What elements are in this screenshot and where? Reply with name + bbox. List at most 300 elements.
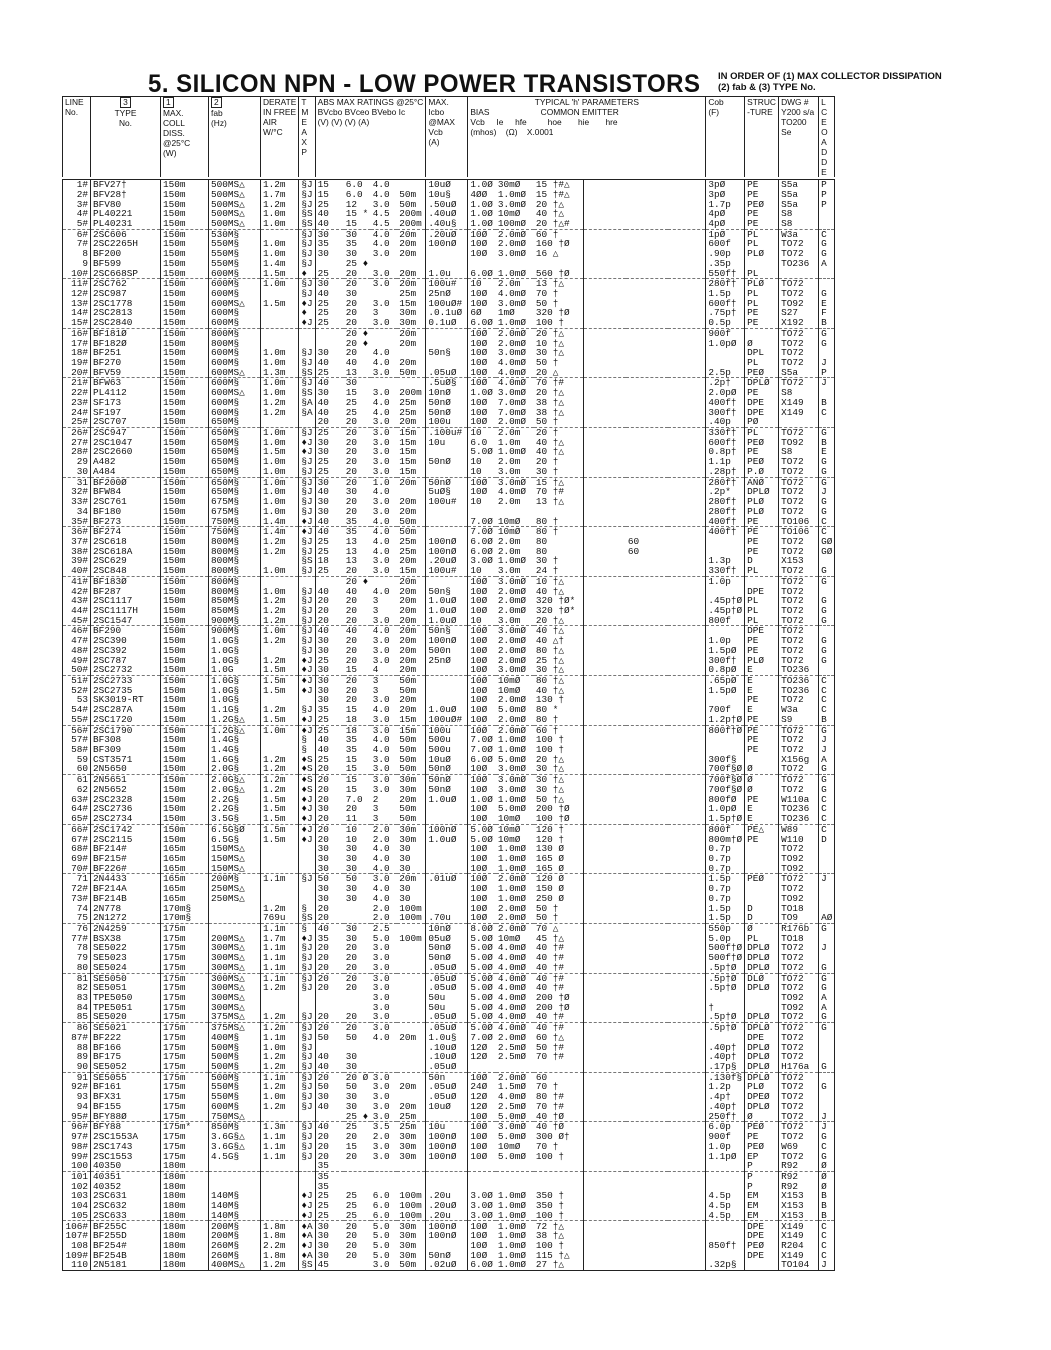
cell-ic: 20m: [397, 279, 426, 289]
cell-dwg: TO72: [779, 884, 819, 894]
cell-type-no: 40351: [91, 1171, 161, 1181]
cell-dwg: R92: [779, 1161, 819, 1171]
cell-cob: [706, 537, 745, 547]
cell-hoe: [584, 1142, 626, 1152]
cell-bvcbo: 20: [315, 417, 344, 427]
cell-bvceo: 30: [345, 923, 357, 934]
cell-temp-code: §J: [299, 596, 315, 606]
cell-hfe: 120 Ø: [534, 874, 584, 884]
col-fab-header: 2 fab (Hz): [209, 97, 261, 178]
cell-hfe: 100 †: [534, 1241, 584, 1251]
cell-line-no: 93: [63, 1092, 91, 1102]
cell-ie: 4.0mØ: [497, 1022, 526, 1033]
cell-temp-code: ♦A: [299, 1221, 315, 1231]
cell-fab: 550M§: [209, 1082, 261, 1092]
cell-temp-code: §J: [299, 348, 315, 358]
cell-hre: [668, 1191, 706, 1201]
cell-structure: EM: [745, 1191, 779, 1201]
cell-dwg: TO72: [779, 1112, 819, 1122]
cell-type-no: BFY88Ø: [91, 1112, 161, 1122]
cell-temp-code: §J: [299, 259, 315, 269]
cell-ie: 1.0mØ: [497, 1220, 526, 1232]
cell-hie: [626, 497, 668, 507]
cell-icbo: 100u#: [426, 497, 468, 507]
cell-temp-code: §: [299, 923, 315, 933]
cell-dwg: TO92: [779, 894, 819, 904]
cell-hfe: [534, 1171, 584, 1181]
cell-temp-code: §J: [299, 547, 315, 557]
cell-derate: [261, 864, 299, 874]
cell-bvebo: 3.0: [372, 278, 390, 289]
cell-ic: 15m: [397, 447, 426, 457]
cell-ie: 3.0mØ: [497, 576, 526, 587]
cell-type-no: A484: [91, 467, 161, 477]
cell-lc: C: [819, 1241, 835, 1251]
cell-bvceo: 30: [345, 229, 357, 240]
cell-bvcbo: 30: [317, 675, 329, 686]
cell-ie: 2.0mØ: [497, 239, 526, 250]
cell-fab: 3.6G§△: [209, 1132, 261, 1142]
cell-hoe: [584, 467, 626, 477]
cell-hoe: [584, 764, 626, 774]
cell-type-no: 2N5651: [91, 775, 161, 785]
cell-hie: [626, 180, 668, 190]
cell-type-no: 2N1272: [91, 913, 161, 923]
cell-temp-code: §J: [299, 427, 315, 437]
cell-coll-diss: 150m: [161, 427, 209, 437]
cell-hre: [668, 616, 706, 626]
cell-hie: [626, 616, 668, 626]
cell-lc: J: [819, 378, 835, 388]
cell-temp-code: §S: [299, 556, 315, 566]
cell-bvceo: 20 ♦: [345, 328, 369, 339]
cell-bvebo: 3.0: [372, 199, 390, 210]
cell-lc: B: [819, 318, 835, 328]
cell-bvcbo: 35: [315, 1161, 344, 1171]
cell-icbo: 50nØ: [426, 457, 468, 467]
cell-bvebo: [371, 259, 398, 269]
cell-structure: E: [745, 675, 779, 685]
cell-type-no: 2SC1553: [91, 1151, 161, 1161]
cell-line-no: 65#: [63, 814, 91, 824]
cell-hre: [668, 190, 706, 200]
cell-icbo: [426, 894, 468, 904]
cell-line-no: 31: [63, 477, 91, 487]
cell-vcb: 1.0Ø: [468, 219, 496, 229]
cell-bvebo: 3.0: [372, 754, 390, 765]
cell-hre: [668, 209, 706, 219]
cell-temp-code: §J: [299, 1012, 315, 1022]
cell-lc: G: [819, 457, 835, 467]
table-row: [63, 229, 835, 239]
cell-line-no: 53: [63, 695, 91, 705]
cell-bvcbo: 30: [317, 447, 329, 458]
cell-hie: [626, 656, 668, 666]
cell-icbo: 50nØ: [426, 953, 468, 963]
cell-type-no: BF175: [91, 1052, 161, 1062]
cell-hfe: 40 †△: [534, 209, 584, 219]
cell-bvcbo: 30: [317, 645, 329, 656]
cell-hie: [626, 1033, 668, 1043]
cell-coll-diss: 175m*: [161, 1122, 209, 1132]
cell-bvcbo: 40: [317, 1101, 329, 1112]
cell-bvceo: [344, 1260, 371, 1270]
cell-hoe: [584, 368, 626, 378]
cell-dwg: S8: [779, 447, 819, 457]
table-row: [63, 279, 835, 289]
cell-coll-diss: 150m: [161, 219, 209, 229]
cell-ie: 3.0m: [496, 467, 534, 477]
table-row: [63, 219, 835, 229]
cell-temp-code: §J: [299, 279, 315, 289]
cell-ic: 15m: [397, 715, 426, 725]
cell-hre: [668, 785, 706, 795]
cell-dwg: TO72: [779, 1151, 819, 1161]
cell-vcb: 10: [470, 427, 482, 438]
cell-vcb: 10Ø: [468, 665, 496, 675]
cell-hie: [626, 715, 668, 725]
cell-line-no: 104: [63, 1201, 91, 1211]
cell-cob: 0.7p: [706, 844, 745, 854]
cell-dwg: R92: [779, 1182, 819, 1192]
cell-type-no: 2SC761: [91, 497, 161, 507]
cell-derate: [261, 884, 299, 894]
cell-structure: DPE: [745, 398, 779, 408]
cell-structure: [745, 755, 779, 765]
cell-hie: [626, 923, 668, 933]
cell-hfe: 320 †Ø*: [534, 596, 584, 606]
cell-structure: PE: [745, 308, 779, 318]
cell-hoe: [584, 1251, 626, 1261]
cell-bvcbo: 20: [317, 774, 329, 785]
cell-bvceo: 25: [345, 1191, 357, 1202]
cell-derate: 1.1m: [261, 1142, 299, 1152]
cell-cob: 280f†: [706, 279, 745, 289]
cell-type-no: PL4112: [91, 388, 161, 398]
cell-vcb: 12Ø: [470, 1042, 488, 1053]
cell-hre: [668, 1260, 706, 1270]
cell-type-no: 2SC2735: [91, 686, 161, 696]
cell-bvcbo: 30: [317, 695, 329, 706]
cell-type-no: 2SC392: [91, 646, 161, 656]
cell-coll-diss: 175m: [161, 1072, 209, 1082]
cell-lc: [819, 417, 835, 427]
cell-fab: 200MS△: [209, 934, 261, 944]
cell-ic: 30m: [397, 834, 426, 844]
cell-bvebo: 3.0: [372, 298, 390, 309]
cell-coll-diss: 150m: [161, 695, 209, 705]
cell-temp-code: ♦A: [299, 1251, 315, 1261]
cell-ic: 50m: [397, 735, 426, 745]
cell-derate: 1.2m: [261, 408, 299, 418]
cell-vcb: 10Ø: [470, 903, 488, 914]
cell-line-no: 12#: [63, 289, 91, 299]
cell-hoe: [584, 328, 626, 338]
cell-structure: [745, 993, 779, 1003]
cell-icbo: .50uØ: [426, 199, 468, 209]
cell-bvceo: 10: [345, 824, 357, 835]
cell-structure: [745, 854, 779, 864]
cell-ic: 30: [397, 854, 426, 864]
cell-ic: 20m: [397, 339, 426, 349]
cell-temp-code: §J: [299, 1043, 315, 1053]
cell-hie: [626, 665, 668, 675]
cell-vcb: 10Ø: [470, 784, 488, 795]
cell-dwg: TO72: [779, 844, 819, 854]
cell-hre: [668, 576, 706, 586]
cell-icbo: 100u: [426, 725, 468, 735]
cell-cob: 1.0pØ: [706, 339, 745, 349]
cell-ic: [397, 378, 426, 388]
cell-bvcbo: 20: [317, 605, 329, 616]
cell-cob: 900f: [706, 1132, 745, 1142]
cell-bvebo: 4.0: [371, 516, 398, 526]
cell-bvebo: 2.0: [372, 834, 390, 845]
cell-line-no: 14#: [63, 308, 91, 318]
cell-ic: [397, 1171, 426, 1181]
cell-line-no: 98#: [63, 1142, 91, 1152]
table-row: [63, 695, 835, 705]
cell-type-no: BF273: [91, 516, 161, 526]
cell-derate: 1.5m: [261, 686, 299, 696]
cell-ic: [397, 1052, 426, 1062]
cell-ie: 1.0mØ: [497, 884, 526, 894]
cell-ie: 4.0mØ: [497, 992, 526, 1003]
cell-bvcbo: 40: [317, 357, 329, 368]
cell-ie: 2.0mØ: [497, 645, 526, 656]
cell-bvceo: 15: [344, 764, 371, 774]
cell-cob: 280f†: [706, 497, 745, 507]
cell-temp-code: §J: [299, 1132, 315, 1142]
cell-ie: 7.0mØ: [497, 407, 526, 418]
cell-hfe: 60 †△: [534, 1033, 584, 1043]
cell-bvcbo: 35: [317, 933, 329, 944]
cell-ie: 3.0mØ: [497, 199, 526, 210]
cell-temp-code: ♦J: [299, 318, 315, 328]
cell-line-no: 11#: [63, 279, 91, 289]
cell-hoe: [584, 1132, 626, 1142]
cell-hfe: 15 †△: [534, 477, 584, 487]
cell-hfe: 40 †#: [534, 1012, 584, 1022]
cell-hie: [626, 507, 668, 517]
cell-ie: 2.0mØ: [496, 913, 534, 923]
cell-icbo: .05uØ: [426, 983, 468, 993]
cell-structure: PLØ: [745, 279, 779, 289]
cell-fab: 675M§: [209, 507, 261, 517]
cell-hfe: 130 Ø: [534, 844, 584, 854]
cell-temp-code: [299, 1171, 315, 1181]
cell-hoe: [584, 219, 626, 229]
cell-cob: .28p†: [706, 467, 745, 477]
table-row: [63, 1043, 835, 1053]
cell-hie: [626, 516, 668, 526]
cell-hfe: 70 †#: [534, 378, 584, 388]
cell-vcb: 6Ø: [470, 308, 482, 319]
cell-hfe: 70 †#: [534, 1102, 584, 1112]
cell-icbo: .05uØ: [426, 1062, 468, 1072]
cell-hie: [626, 388, 668, 398]
cell-temp-code: ♦J: [299, 299, 315, 309]
cell-ic: 100m: [397, 1201, 426, 1211]
cell-derate: 1.5m: [261, 665, 299, 675]
cell-type-no: BFW63: [91, 378, 161, 388]
cell-icbo: 100nØ: [426, 636, 468, 646]
cell-hie: [626, 1132, 668, 1142]
cell-hie: [626, 586, 668, 596]
cell-bvebo: 4.0: [372, 536, 390, 547]
cell-hoe: [584, 239, 626, 249]
cell-hoe: [584, 556, 626, 566]
table-row: [63, 715, 835, 725]
cell-bvebo: 3.0: [371, 1260, 398, 1270]
cell-ic: 50m: [397, 1260, 426, 1270]
cell-hie: [626, 447, 668, 457]
cell-bvcbo: 15: [317, 179, 329, 190]
cell-derate: 1.2m: [261, 1260, 299, 1270]
cell-bvceo: 25: [344, 1211, 371, 1221]
cell-dwg: TO92: [779, 854, 819, 864]
cell-temp-code: §J: [299, 358, 315, 368]
cell-line-no: 95#: [63, 1112, 91, 1122]
cell-ie: 2.0m: [497, 427, 521, 438]
cell-line-no: 54#: [63, 705, 91, 715]
cell-hoe: [584, 686, 626, 696]
cell-structure: ANØ: [745, 477, 779, 487]
cell-ic: 20m: [397, 606, 426, 616]
cell-hie: [626, 1191, 668, 1201]
cell-hie: 60: [627, 546, 640, 557]
cell-derate: 1.2m: [261, 1102, 299, 1112]
cell-hre: [668, 814, 706, 824]
cell-dwg: TO72: [779, 537, 819, 547]
cell-bvceo: 35: [344, 516, 371, 526]
cell-temp-code: ♦J: [299, 1241, 315, 1251]
cell-hfe: [534, 259, 584, 269]
cell-lc: [819, 279, 835, 289]
cell-lc: Ø: [819, 1182, 835, 1192]
cell-icbo: 50n: [426, 1072, 468, 1082]
cell-bvebo: [371, 1062, 398, 1072]
cell-icbo: [426, 447, 468, 457]
cell-bvceo: 7.0: [345, 794, 363, 805]
cell-ic: 20m: [397, 1082, 426, 1092]
cell-ic: [397, 348, 426, 358]
cell-cob: [706, 1182, 745, 1192]
cell-structure: PE: [745, 725, 779, 735]
cell-derate: 1.0m: [261, 725, 299, 735]
cell-hre: [668, 1241, 706, 1251]
cell-derate: 1.0m: [261, 239, 299, 249]
cell-hfe: 60 †: [534, 229, 584, 239]
cell-bvebo: 3.0: [372, 1022, 390, 1033]
cell-bvcbo: 30: [317, 1220, 329, 1232]
cell-dwg: X149: [779, 1231, 819, 1241]
cell-hoe: [584, 199, 626, 209]
cell-hre: [668, 527, 706, 537]
cell-icbo: 10uØ: [426, 180, 468, 190]
cell-derate: 1.0m: [261, 487, 299, 497]
col-lc-header: L C E O A D D E: [819, 97, 835, 178]
table-row: [63, 993, 835, 1003]
cell-dwg: X156g: [779, 755, 819, 765]
cell-icbo: 500u: [426, 735, 468, 745]
cell-fab: 650M§: [209, 438, 261, 448]
cell-dwg: TO236: [779, 804, 819, 814]
cell-hoe: [584, 616, 626, 626]
cell-lc: C: [819, 516, 835, 526]
cell-hie: [626, 556, 668, 566]
cell-hie: [626, 646, 668, 656]
cell-bvebo: 2.0: [372, 903, 390, 914]
cell-hre: [668, 199, 706, 209]
cell-ie: 2.0mØ: [497, 328, 526, 339]
cell-bvcbo: 25: [317, 1191, 329, 1202]
cell-vcb: 6.0: [470, 437, 488, 448]
cell-hoe: [584, 715, 626, 725]
table-row: [63, 457, 835, 467]
cell-hoe: [584, 1112, 626, 1122]
cell-type-no: BF155: [91, 1102, 161, 1112]
cell-ic: [397, 1023, 426, 1033]
cell-cob: 6.0p: [706, 1122, 745, 1132]
cell-icbo: .10uØ: [426, 1043, 468, 1053]
table-row: [63, 745, 835, 755]
cell-ie: 2.0mØ: [497, 873, 526, 885]
cell-type-no: SE5024: [91, 963, 161, 973]
cell-lc: G: [819, 785, 835, 795]
cell-hie: [626, 864, 668, 874]
cell-ic: [397, 1043, 426, 1053]
cell-hie: [626, 1102, 668, 1112]
cell-bvebo: 4.0: [372, 893, 390, 904]
cell-line-no: 61: [63, 775, 91, 785]
table-row: [63, 180, 835, 190]
cell-ie: 2.0mØ: [497, 605, 526, 616]
cell-lc: A: [819, 1003, 835, 1013]
cell-structure: [745, 884, 779, 894]
cell-type-no: 2SC2115: [91, 834, 161, 844]
cell-cob: 550f†: [706, 268, 745, 278]
cell-dwg: TO72: [779, 467, 819, 477]
cell-ic: 15m: [397, 467, 426, 477]
cell-line-no: 10#: [63, 268, 91, 278]
cell-ie: 5.0mØ: [497, 804, 526, 814]
cell-line-no: 8: [63, 249, 91, 259]
cell-type-no: BF181Ø: [91, 328, 161, 338]
cell-coll-diss: 150m: [161, 447, 209, 457]
cell-hfe: 100 †: [534, 318, 584, 328]
cell-cob: 0.7p: [706, 864, 745, 874]
cell-coll-diss: 150m: [161, 507, 209, 517]
cell-fab: 500MS△: [209, 199, 261, 209]
cell-hfe: 25 †△: [534, 656, 584, 666]
cell-bvebo: 3.0: [372, 1101, 390, 1112]
cell-cob: 800m†Ø: [706, 834, 745, 844]
cell-hre: [668, 447, 706, 457]
cell-dwg: TO72: [779, 457, 819, 467]
cell-line-no: 67#: [63, 834, 91, 844]
cell-bvceo: 30: [345, 288, 357, 299]
cell-temp-code: [299, 844, 315, 854]
cell-hfe: 13 †△: [534, 279, 584, 289]
cell-dwg: TO236: [779, 814, 819, 824]
cell-bvcbo: 20: [315, 963, 344, 973]
cell-line-no: 109#: [63, 1251, 91, 1261]
cell-bvceo: 12: [345, 199, 357, 210]
cell-icbo: [426, 814, 468, 824]
cell-icbo: 1.0uØ: [426, 596, 468, 606]
cell-temp-code: §J: [299, 249, 315, 259]
